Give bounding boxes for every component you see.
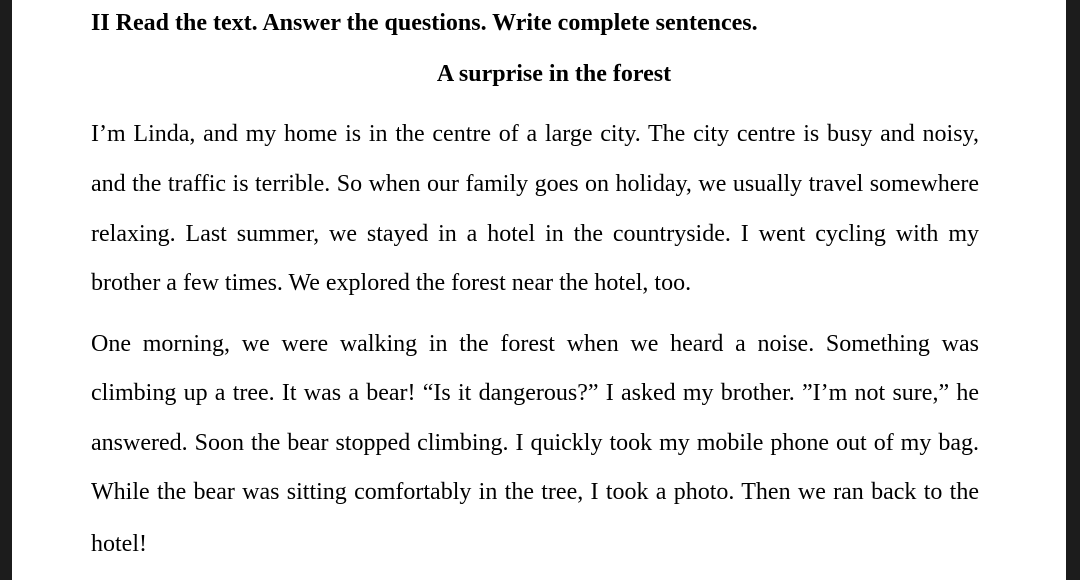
paragraph-1-line-3: relaxing. Last summer, we stayed in a hotel in the countryside. I went cycling with my xyxy=(91,221,979,247)
paragraph-2-line-5: hotel! xyxy=(91,531,147,557)
paragraph-1-line-2: and the traffic is terrible. So when our family goes on holiday, we usually travel somewhere xyxy=(91,171,979,197)
document-page xyxy=(12,0,1066,580)
instruction-heading: II Read the text. Answer the questions. Write complete sentences. xyxy=(91,10,758,36)
paragraph-1-line-1: I’m Linda, and my home is in the centre of a large city. The city centre is busy and noisy, xyxy=(91,121,979,147)
paragraph-2-line-3: answered. Soon the bear stopped climbing. I quickly took my mobile phone out of my bag. xyxy=(91,430,979,456)
paragraph-2-line-2: climbing up a tree. It was a bear! “Is it dangerous?” I asked my brother. ”I’m not sure,” he xyxy=(91,380,979,406)
paragraph-2-line-4: While the bear was sitting comfortably in the tree, I took a photo. Then we ran back to the xyxy=(91,479,979,505)
story-title: A surprise in the forest xyxy=(436,61,672,87)
paragraph-1-line-4: brother a few times. We explored the forest near the hotel, too. xyxy=(91,270,692,296)
paragraph-2-line-1: One morning, we were walking in the forest when we heard a noise. Something was xyxy=(91,331,979,357)
